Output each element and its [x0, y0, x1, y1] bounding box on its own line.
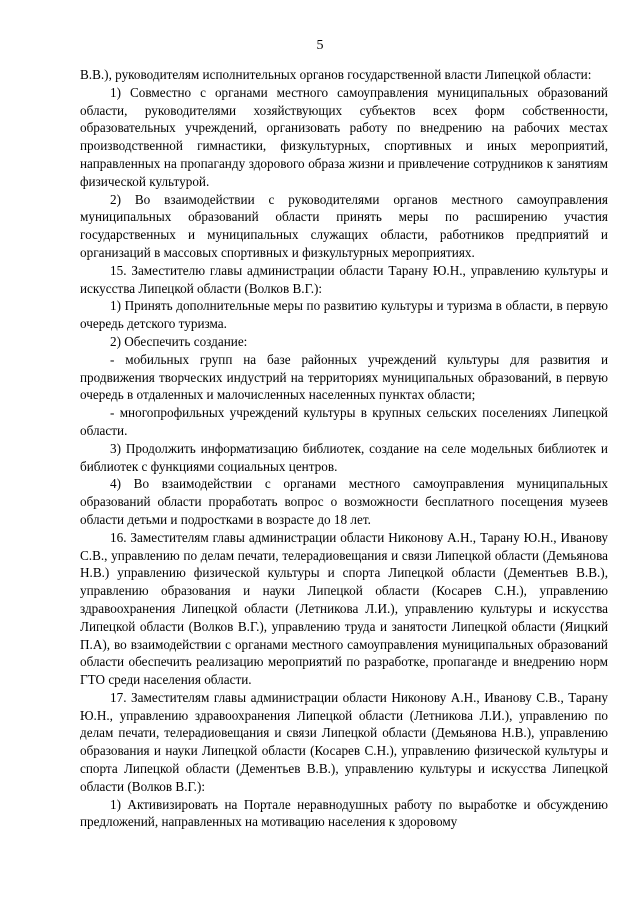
paragraph-section-17: 17. Заместителям главы администрации области Никонову А.Н., Иванову С.В., Тарану Ю.Н., управлению здравоохранения Липецкой области (Летникова Л.И.), управлению по делам печати, телерадиовещания и связи Липецкой области (Демьянова Н.В.), управлению образования и науки Липецкой области (Косарев С.Н.), управлению физической культуры и спорта Липецкой области (Дементьев В.В.), управлению культуры и искусства Липецкой области (Волков В.Г.): — [80, 689, 608, 794]
paragraph-section-16: 16. Заместителям главы администрации области Никонову А.Н., Тарану Ю.Н., Иванову С.В., управлению по делам печати, телерадиовещания и связи Липецкой области (Демьянова Н.В.) управлению физической культуры и спорта Липецкой области (Дементьев В.В.), управлению образования и науки Липецкой области (Косарев С.Н.), управлению здравоохранения Липецкой области (Летникова Л.И.), управлению культуры и искусства Липецкой области (Волков В.Г.), управлению труда и занятости Липецкой области (Яицкий П.А), во взаимодействии с органами местного самоуправления муниципальных образований области обеспечить реализацию мероприятий по разработке, пропаганде и внедрению норм ГТО среди населения области. — [80, 529, 608, 688]
paragraph-item-15-3: 3) Продолжить информатизацию библиотек, создание на селе модельных библиотек и библиотек с функциями социальных центров. — [80, 440, 608, 474]
paragraph-item-15-4: 4) Во взаимодействии с органами местного самоуправления муниципальных образований области проработать вопрос о возможности бесплатного посещения музеев области детьми и подростками в возрасте до 18 лет. — [80, 476, 608, 527]
paragraph-section-15: 15. Заместителю главы администрации области Тарану Ю.Н., управлению культуры и искусства Липецкой области (Волков В.Г.): — [80, 262, 608, 296]
paragraph-item-15-2-bullet-1: - мобильных групп на базе районных учреждений культуры для развития и продвижения творческих индустрий на территориях муниципальных образований, в первую очередь в отдаленных и малочисленных населенных пунктах области; — [80, 351, 608, 403]
paragraph-item-17-1: 1) Активизировать на Портале неравнодушных работу по выработке и обсуждению предложений, направленных на мотивацию населения к здоровому — [80, 796, 608, 830]
paragraph-item-14-1: 1) Совместно с органами местного самоуправления муниципальных образований области, руководителями хозяйствующих субъектов всех форм собственности, образовательных учреждений, организовать работу по внедрению на рабочих местах производственной гимнастики, физкультурных, спортивных и иных мероприятий, направленных на пропаганду здорового образа жизни и привлечение сотрудников к занятиям физической культурой. — [80, 84, 608, 189]
paragraph-item-15-2: 2) Обеспечить создание: — [110, 333, 248, 349]
paragraph-item-15-2-bullet-2: - многопрофильных учреждений культуры в крупных сельских поселениях Липецкой области. — [80, 405, 608, 438]
paragraph-item-14-2: 2) Во взаимодействии с руководителями органов местного самоуправления муниципальных образований области принять меры по расширению участия государственных и муниципальных служащих области, работников предприятий и организаций в массовых спортивных и физкультурных мероприятиях. — [80, 191, 608, 260]
page-number: 5 — [316, 38, 324, 53]
paragraph-item-15-1: 1) Принять дополнительные меры по развитию культуры и туризма в области, в первую очередь детского туризма. — [80, 298, 608, 332]
paragraph-continuation: В.В.), руководителям исполнительных органов государственной власти Липецкой области: — [80, 67, 592, 82]
document-body — [80, 66, 608, 831]
